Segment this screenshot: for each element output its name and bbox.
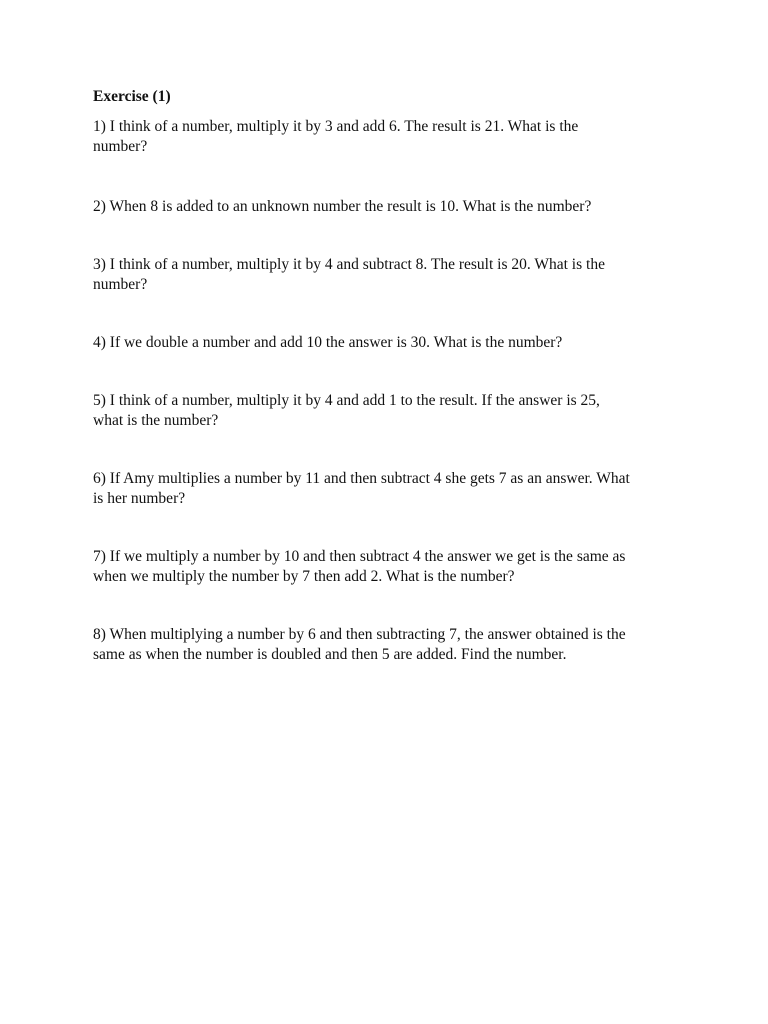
question-3 (93, 255, 683, 295)
question-line: 4) If we double a number and add 10 the answer is 30. What is the number? (93, 334, 563, 351)
question-1 (93, 117, 683, 157)
question-line: 8) When multiplying a number by 6 and then subtracting 7, the answer obtained is the (93, 626, 626, 643)
question-line: is her number? (93, 490, 186, 507)
question-line: 7) If we multiply a number by 10 and then subtract 4 the answer we get is the same as (93, 548, 626, 565)
question-line: 1) I think of a number, multiply it by 3 and add 6. The result is 21. What is the (93, 118, 579, 135)
document-body (93, 87, 683, 665)
question-line: when we multiply the number by 7 then add 2. What is the number? (93, 568, 515, 585)
question-line: number? (93, 276, 148, 293)
question-5 (93, 391, 683, 431)
question-6 (93, 469, 683, 509)
question-7 (93, 547, 683, 587)
question-line: same as when the number is doubled and then 5 are added. Find the number. (93, 646, 567, 663)
question-4 (93, 333, 683, 353)
question-line: 6) If Amy multiplies a number by 11 and then subtract 4 she gets 7 as an answer. What (93, 470, 630, 487)
question-line: 5) I think of a number, multiply it by 4 and add 1 to the result. If the answer is 25, (93, 392, 600, 409)
question-line: number? (93, 138, 148, 155)
question-2 (93, 197, 683, 217)
question-line: 3) I think of a number, multiply it by 4 and subtract 8. The result is 20. What is the (93, 256, 605, 273)
question-line: what is the number? (93, 412, 219, 429)
question-8 (93, 625, 683, 665)
exercise-title: Exercise (1) (93, 88, 171, 105)
question-line: 2) When 8 is added to an unknown number the result is 10. What is the number? (93, 198, 592, 215)
